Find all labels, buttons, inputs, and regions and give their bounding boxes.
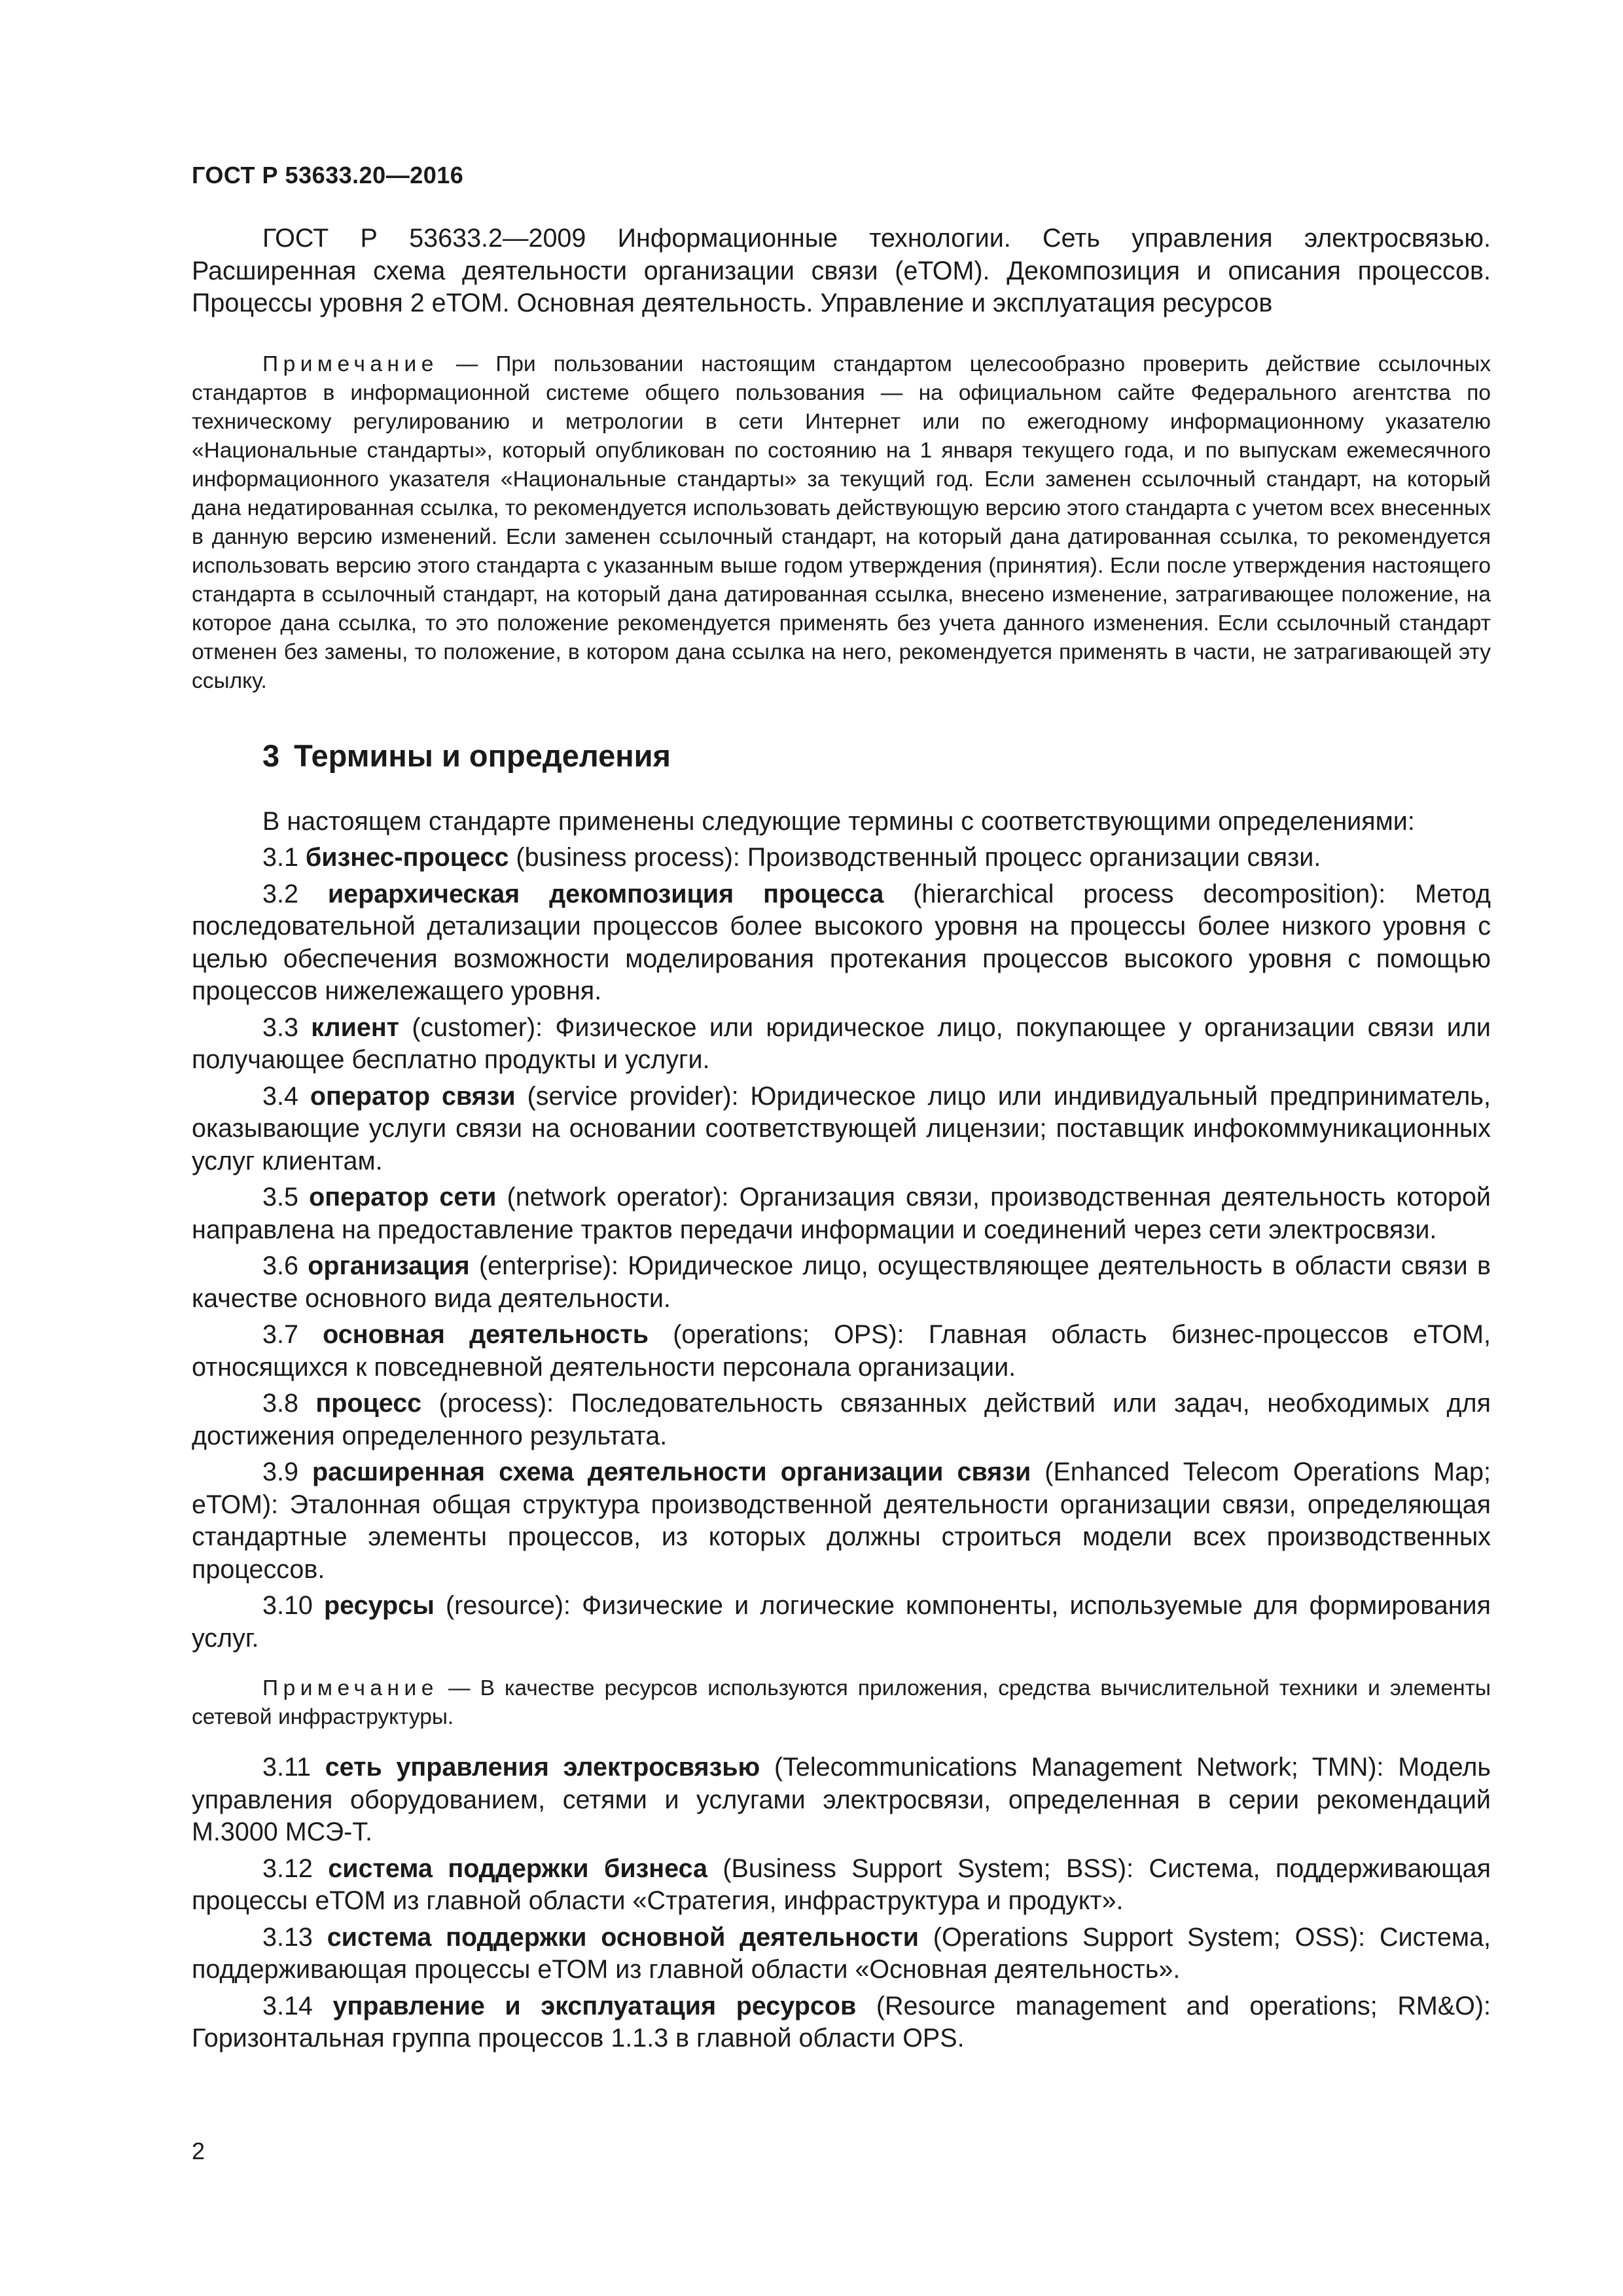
term-entry [192, 1319, 1491, 1384]
note-prefix: Примечание [262, 1676, 438, 1700]
term-entry [192, 1590, 1491, 1655]
note-prefix: Примечание [262, 351, 438, 376]
term-entry [192, 1012, 1491, 1077]
term-entry [192, 1181, 1491, 1246]
term-number: 3.10 [262, 1591, 313, 1620]
term-name: организация [308, 1251, 470, 1280]
term-number: 3.12 [262, 1854, 313, 1883]
term-name: ресурсы [324, 1591, 435, 1620]
term-name: система поддержки бизнеса [328, 1854, 708, 1883]
section-intro: В настоящем стандарте применены следующие термины с соответствующими определениями: [262, 806, 1415, 836]
term-name: основная деятельность [323, 1320, 649, 1349]
page-content [192, 223, 1491, 2055]
term-definition: (Enhanced Telecom Operations Map; еТОМ): Эталонная общая структура производственной деятельности организации связи, определяющая стандартные элементы процессов, из которых должны строиться модели всех производственных процессов. [192, 1458, 1491, 1584]
term-entry [192, 1388, 1491, 1452]
term-number: 3.6 [262, 1251, 298, 1280]
term-number: 3.2 [262, 879, 298, 908]
page-number: 2 [192, 2138, 205, 2164]
term-entry [192, 1751, 1491, 1849]
term-number: 3.7 [262, 1320, 298, 1349]
term-number: 3.9 [262, 1458, 298, 1486]
reference-entry: ГОСТ Р 53633.2—2009 Информационные технологии. Сеть управления электросвязью. Расширенная схема деятельности организации связи (еТОМ). Декомпозиция и описания процессов. Процессы уровня 2 еТОМ. Основная деятельность. Управление и эксплуатация ресурсов [192, 224, 1491, 317]
term-number: 3.3 [262, 1013, 298, 1042]
section-number: 3 [262, 738, 280, 773]
term-definition: (operations; OPS): Главная область бизнес-процессов еТОМ, относящихся к повседневной деятельности персонала организации. [192, 1320, 1491, 1382]
term-definition: (hierarchical process decomposition): Метод последовательной детализации процессов более высокого уровня на процессы более низкого уровня с целью обеспечения возможности моделирования протекания процессов высокого уровня с помощью процессов нижележащего уровня. [192, 879, 1491, 1005]
term-definition: (process): Последовательность связанных действий или задач, необходимых для достижения определенного результата. [192, 1389, 1491, 1450]
term-entry [192, 842, 1491, 874]
term-definition: (network operator): Организация связи, производственная деятельность которой направлена на предоставление трактов передачи информации и соединений через сети электросвязи. [192, 1183, 1491, 1244]
term-number: 3.11 [262, 1753, 311, 1782]
note-text: — При пользовании настоящим стандартом целесообразно проверить действие ссылочных стандартов в информационной системе общего пользования — на официальном сайте Федерального агентства по техническому регулированию и метрологии в сети Интернет или по ежегодному информационному указателю «Национальные стандарты», который опубликован по состоянию на 1 января текущего года, и по выпускам ежемесячного информационного указателя «Национальные стандарты» за текущий год. Если заменен ссылочный стандарт, на который дана недатированная ссылка, то рекомендуется использовать действующую версию этого стандарта с учетом всех внесенных в данную версию изменений. Если заменен ссылочный стандарт, на который дана датированная ссылка, то рекомендуется использовать версию этого стандарта с указанным выше годом утверждения (принятия). Если после утверждения настоящего стандарта в ссылочный стандарт, на который дана датированная ссылка, внесено изменение, затрагивающее положение, на которое дана ссылка, то это положение рекомендуется применять без учета данного изменения. Если ссылочный стандарт отменен без замены, то положение, в котором дана ссылка на него, рекомендуется применять в части, не затрагивающей эту ссылку. [192, 351, 1491, 693]
term-definition: (resource): Физические и логические компоненты, используемые для формирования услуг. [192, 1591, 1491, 1653]
document-header: ГОСТ Р 53633.20—2016 [192, 162, 464, 188]
term-definition: (Resource management and operations; RM&O): Горизонтальная группа процессов 1.1.3 в главной области OPS. [192, 1991, 1491, 2053]
term-number: 3.5 [262, 1183, 298, 1211]
normative-note [192, 350, 1491, 696]
term-number: 3.1 [262, 843, 298, 872]
term-name: система поддержки основной деятельности [327, 1922, 919, 1952]
note-text: — В качестве ресурсов используются приложения, средства вычислительной техники и элементы сетевой инфраструктуры. [192, 1676, 1491, 1729]
term-name: процесс [315, 1389, 422, 1418]
term-name: клиент [311, 1013, 400, 1042]
term-definition: (Operations Support System; OSS): Система, поддерживающая процессы еТОМ из главной области «Основная деятельность». [192, 1922, 1491, 1984]
term-name: бизнес-процесс [305, 843, 509, 872]
term-definition: (Business Support System; BSS): Система, поддерживающая процессы еТОМ из главной области «Стратегия, инфраструктура и продукт». [192, 1854, 1491, 1915]
term-number: 3.8 [262, 1389, 298, 1418]
term-number: 3.14 [262, 1991, 313, 2020]
term-name: расширенная схема деятельности организации связи [312, 1458, 1031, 1486]
term-definition: (enterprise): Юридическое лицо, осуществляющее деятельность в области связи в качестве основного вида деятельности. [192, 1251, 1491, 1313]
term-name: управление и эксплуатация ресурсов [332, 1991, 857, 2020]
term-entry [192, 1081, 1491, 1178]
term-name: иерархическая декомпозиция процесса [327, 879, 884, 908]
term-entry [192, 878, 1491, 1008]
term-entry [192, 1250, 1491, 1315]
term-definition: (business process): Производственный процесс организации связи. [508, 843, 1321, 872]
term-entry [192, 1922, 1491, 1986]
resource-note [192, 1674, 1491, 1732]
term-name: оператор сети [309, 1183, 497, 1211]
term-name: сеть управления электросвязью [325, 1753, 760, 1782]
term-name: оператор связи [310, 1081, 516, 1111]
term-definition: (service provider): Юридическое лицо или индивидуальный предприниматель, оказывающие услуги связи на основании соответствующей лицензии; поставщик инфокоммуникационных услуг клиентам. [192, 1081, 1491, 1175]
term-number: 3.4 [262, 1081, 298, 1111]
term-entry [192, 1990, 1491, 2055]
section-title: Термины и определения [294, 738, 671, 773]
term-definition: (customer): Физическое или юридическое лицо, покупающее у организации связи или получающее бесплатно продукты и услуги. [192, 1013, 1491, 1074]
section-heading [192, 737, 1491, 775]
term-definition: (Telecommunications Management Network; TMN): Модель управления оборудованием, сетями и услугами электросвязи, определенная в серии рекомендаций М.3000 МСЭ-Т. [192, 1753, 1491, 1846]
term-entry [192, 1853, 1491, 1918]
term-entry [192, 1456, 1491, 1586]
term-number: 3.13 [262, 1922, 313, 1952]
